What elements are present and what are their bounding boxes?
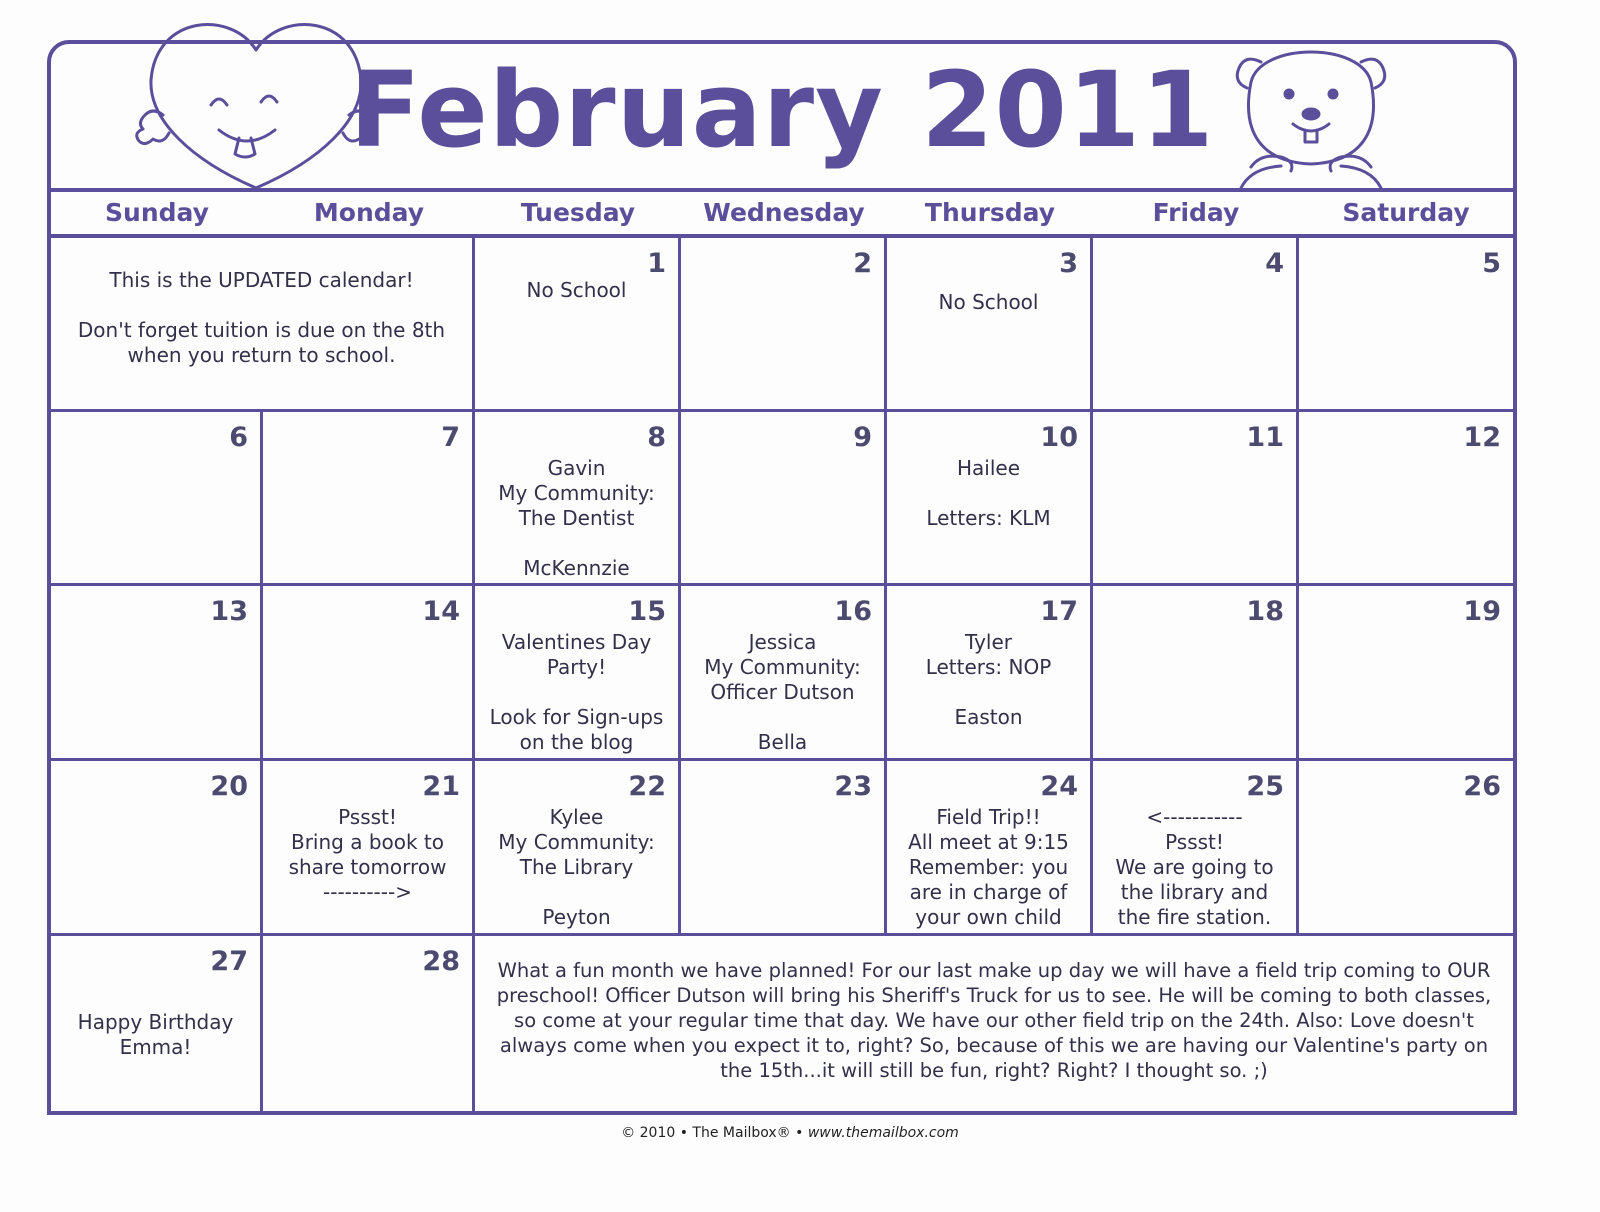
day-cell	[1093, 761, 1299, 936]
calendar-header	[51, 44, 1513, 192]
day-number: 13	[210, 596, 248, 627]
day-number: 4	[1265, 248, 1284, 279]
day-cell	[1299, 238, 1513, 412]
day-cell	[475, 412, 681, 586]
day-note: No School	[938, 290, 1039, 314]
day-number: 24	[1040, 771, 1078, 802]
day-note: Field Trip!! All meet at 9:15 Remember: you are in charge of your own child	[908, 805, 1069, 929]
weekday-friday: Friday	[1152, 198, 1240, 227]
day-cell	[887, 586, 1093, 761]
day-note: Kylee My Community: The Library Peyton	[498, 805, 655, 929]
footer-url: www.themailbox.com	[807, 1125, 959, 1141]
weekday-monday: Monday	[313, 198, 425, 227]
day-note: <----------- Pssst! We are going to the library and the fire station.	[1115, 805, 1274, 929]
day-cell	[475, 238, 681, 412]
day-cell	[263, 586, 475, 761]
day-number: 9	[853, 422, 872, 453]
weekday-sunday: Sunday	[105, 198, 209, 227]
weekday-wednesday: Wednesday	[703, 198, 865, 227]
day-cell	[681, 761, 887, 936]
weekday-header	[51, 192, 1513, 238]
day-cell	[263, 761, 475, 936]
day-number: 15	[628, 596, 666, 627]
day-note: Pssst! Bring a book to share tomorrow ---------->	[288, 805, 447, 904]
weekday-thursday: Thursday	[924, 198, 1056, 227]
bottom-message: What a fun month we have planned! For our last make up day we will have a field trip coming to OUR preschool! Officer Dutson will bring his Sheriff's Truck for us to see. He will be coming to both classes, so come at your regular time that day. We have our other field trip on the 24th. Also: Love doesn't always come when you expect it to, right? So, because of this we are having our Valentine's party on the 15th...it will still be fun, right? Right? I thought so. ;)	[496, 959, 1492, 1082]
day-cell	[475, 586, 681, 761]
day-number: 12	[1463, 422, 1501, 453]
day-number: 2	[853, 248, 872, 279]
day-cell	[1093, 412, 1299, 586]
day-cell	[681, 238, 887, 412]
day-note: Happy Birthday Emma!	[77, 1010, 234, 1059]
day-number: 25	[1246, 771, 1284, 802]
day-note: Tyler Letters: NOP Easton	[925, 630, 1052, 729]
day-cell	[1093, 238, 1299, 412]
day-number: 28	[422, 946, 460, 977]
day-number: 8	[647, 422, 666, 453]
footer	[0, 1125, 1580, 1141]
top-message: This is the UPDATED calendar! Don't forget tuition is due on the 8th when you return to school.	[77, 268, 446, 367]
day-cell	[887, 412, 1093, 586]
day-cell	[51, 412, 263, 586]
day-number: 26	[1463, 771, 1501, 802]
day-number: 17	[1040, 596, 1078, 627]
day-cell	[51, 586, 263, 761]
footer-copyright: © 2010 • The Mailbox® •	[621, 1125, 808, 1141]
calendar-grid	[51, 238, 1513, 1111]
day-cell	[51, 936, 263, 1111]
day-cell	[681, 412, 887, 586]
day-number: 27	[210, 946, 248, 977]
day-cell	[1093, 586, 1299, 761]
day-note: Jessica My Community: Officer Dutson Bella	[704, 630, 861, 754]
day-number: 21	[422, 771, 460, 802]
day-number: 14	[422, 596, 460, 627]
day-cell	[887, 761, 1093, 936]
day-number: 10	[1040, 422, 1078, 453]
day-number: 1	[647, 248, 666, 279]
day-cell	[1299, 412, 1513, 586]
day-cell	[681, 586, 887, 761]
day-number: 23	[834, 771, 872, 802]
day-number: 16	[834, 596, 872, 627]
day-cell	[263, 412, 475, 586]
day-number: 20	[210, 771, 248, 802]
day-note: Valentines Day Party! Look for Sign-ups on the blog	[489, 630, 664, 754]
weekday-saturday: Saturday	[1342, 198, 1470, 227]
day-note: No School	[526, 278, 627, 302]
day-note: Gavin My Community: The Dentist McKennzie	[498, 456, 655, 580]
day-number: 7	[441, 422, 460, 453]
day-cell	[887, 238, 1093, 412]
day-cell	[1299, 761, 1513, 936]
day-number: 22	[628, 771, 666, 802]
day-number: 19	[1463, 596, 1501, 627]
weekday-tuesday: Tuesday	[520, 198, 636, 227]
day-cell	[51, 761, 263, 936]
day-note: Hailee Letters: KLM	[926, 456, 1051, 530]
top-message-cell	[51, 238, 475, 412]
bottom-message-cell	[475, 936, 1513, 1111]
day-cell	[475, 761, 681, 936]
day-number: 5	[1482, 248, 1501, 279]
day-number: 18	[1246, 596, 1284, 627]
day-cell	[1299, 586, 1513, 761]
day-number: 11	[1246, 422, 1284, 453]
day-number: 3	[1059, 248, 1078, 279]
page-title: February 2011	[349, 49, 1215, 171]
day-number: 6	[229, 422, 248, 453]
day-cell	[263, 936, 475, 1111]
groundhog-mascot-icon	[1221, 32, 1401, 188]
